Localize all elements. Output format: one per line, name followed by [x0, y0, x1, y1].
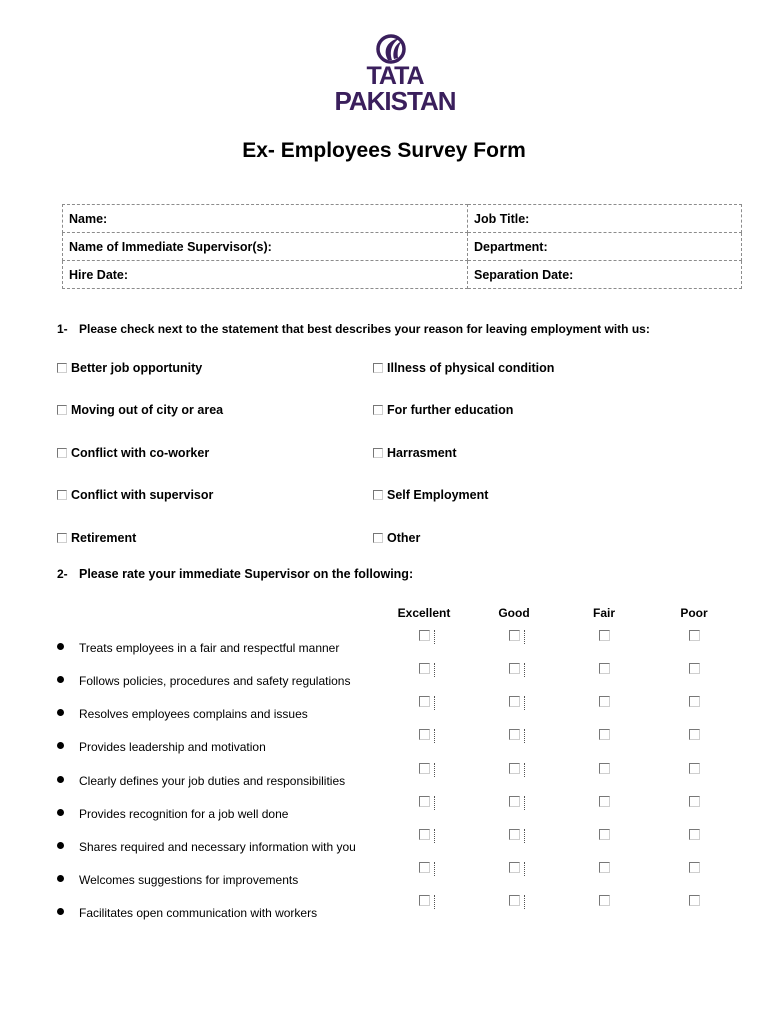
- dotted-mark-icon: [434, 796, 438, 810]
- logo-line1: TATA: [366, 62, 424, 90]
- dotted-mark-icon: [434, 663, 438, 677]
- question-1-text: Please check next to the statement that best describes your reason for leaving employment with us:: [79, 322, 650, 336]
- checkbox-icon[interactable]: [373, 405, 383, 415]
- rating-checkbox-icon[interactable]: [599, 630, 610, 641]
- table-row: [63, 261, 742, 289]
- rating-checkbox-icon[interactable]: [599, 763, 610, 774]
- rating-checkbox-icon[interactable]: [689, 729, 700, 740]
- rating-checkbox-icon[interactable]: [419, 663, 430, 674]
- rating-checkbox-icon[interactable]: [689, 829, 700, 840]
- reason-option-label: Illness of physical condition: [387, 361, 555, 375]
- dotted-mark-icon: [524, 895, 528, 909]
- checkbox-icon[interactable]: [57, 533, 67, 543]
- rating-statement: Facilitates open communication with workers: [79, 906, 318, 920]
- reason-option[interactable]: [57, 360, 202, 376]
- reason-option[interactable]: [57, 530, 136, 546]
- question-1: [57, 322, 650, 336]
- rating-row: [0, 839, 768, 859]
- reason-option[interactable]: [57, 402, 223, 418]
- question-2: [57, 567, 413, 581]
- rating-checkbox-icon[interactable]: [509, 663, 520, 674]
- rating-row: [0, 706, 768, 726]
- name-field[interactable]: Name:: [63, 205, 468, 233]
- reason-option-label: Harrasment: [387, 446, 457, 460]
- rating-statement: Provides recognition for a job well done: [79, 807, 289, 821]
- column-header-fair: Fair: [592, 606, 615, 620]
- rating-checkbox-icon[interactable]: [509, 696, 520, 707]
- rating-row: [0, 905, 768, 925]
- rating-statement: Provides leadership and motivation: [79, 740, 266, 754]
- rating-checkbox-icon[interactable]: [599, 729, 610, 740]
- rating-checkbox-icon[interactable]: [419, 862, 430, 873]
- reason-option-label: Retirement: [71, 531, 137, 545]
- dotted-mark-icon: [524, 763, 528, 777]
- dotted-mark-icon: [524, 729, 528, 743]
- rating-checkbox-icon[interactable]: [599, 862, 610, 873]
- rating-checkbox-icon[interactable]: [509, 796, 520, 807]
- rating-row: [0, 773, 768, 793]
- dotted-mark-icon: [524, 862, 528, 876]
- rating-statement: Shares required and necessary information with you: [79, 840, 356, 854]
- bullet-icon: [57, 643, 64, 650]
- dotted-mark-icon: [434, 763, 438, 777]
- reason-option-label: Conflict with co-worker: [71, 446, 210, 460]
- dotted-mark-icon: [524, 630, 528, 644]
- rating-checkbox-icon[interactable]: [509, 829, 520, 840]
- reason-option-label: For further education: [387, 403, 514, 417]
- dotted-mark-icon: [524, 796, 528, 810]
- reason-option[interactable]: [57, 445, 209, 461]
- bullet-icon: [57, 676, 64, 683]
- bullet-icon: [57, 842, 64, 849]
- checkbox-icon[interactable]: [373, 490, 383, 500]
- rating-checkbox-icon[interactable]: [419, 729, 430, 740]
- checkbox-icon[interactable]: [373, 363, 383, 373]
- rating-checkbox-icon[interactable]: [419, 796, 430, 807]
- employee-info-table: [62, 204, 742, 289]
- rating-row: [0, 673, 768, 693]
- logo-line2: PAKISTAN: [334, 86, 456, 116]
- rating-row: [0, 640, 768, 660]
- question-2-number: 2-: [57, 567, 68, 581]
- rating-checkbox-icon[interactable]: [509, 895, 520, 906]
- dotted-mark-icon: [434, 862, 438, 876]
- rating-checkbox-icon[interactable]: [509, 729, 520, 740]
- rating-statement: Resolves employees complains and issues: [79, 707, 308, 721]
- dotted-mark-icon: [434, 829, 438, 843]
- dotted-mark-icon: [434, 895, 438, 909]
- logo-emblem-icon: [322, 32, 468, 66]
- rating-checkbox-icon[interactable]: [689, 630, 700, 641]
- table-row: [63, 205, 742, 233]
- rating-checkbox-icon[interactable]: [689, 663, 700, 674]
- question-1-number: 1-: [57, 322, 68, 336]
- reason-option[interactable]: [373, 487, 488, 503]
- separation-date-field[interactable]: Separation Date:: [468, 261, 742, 289]
- reason-option[interactable]: [373, 530, 420, 546]
- department-field[interactable]: Department:: [468, 233, 742, 261]
- checkbox-icon[interactable]: [57, 448, 67, 458]
- reason-option-label: Moving out of city or area: [71, 403, 224, 417]
- dotted-mark-icon: [434, 630, 438, 644]
- rating-checkbox-icon[interactable]: [599, 796, 610, 807]
- reason-option[interactable]: [373, 360, 554, 376]
- dotted-mark-icon: [524, 829, 528, 843]
- reason-option[interactable]: [57, 487, 213, 503]
- reason-option[interactable]: [373, 445, 456, 461]
- job-title-field[interactable]: Job Title:: [468, 205, 742, 233]
- rating-checkbox-icon[interactable]: [599, 829, 610, 840]
- bullet-icon: [57, 776, 64, 783]
- rating-checkbox-icon[interactable]: [599, 895, 610, 906]
- rating-checkbox-icon[interactable]: [509, 630, 520, 641]
- rating-statement: Welcomes suggestions for improvements: [79, 873, 299, 887]
- page-title: Ex- Employees Survey Form: [242, 139, 526, 162]
- bullet-icon: [57, 709, 64, 716]
- bullet-icon: [57, 875, 64, 882]
- rating-row: [0, 872, 768, 892]
- column-header-excellent: Excellent: [397, 606, 451, 620]
- rating-checkbox-icon[interactable]: [689, 763, 700, 774]
- dotted-mark-icon: [434, 729, 438, 743]
- column-header-poor: Poor: [680, 606, 708, 620]
- reason-option-label: Better job opportunity: [71, 361, 203, 375]
- rating-checkbox-icon[interactable]: [419, 895, 430, 906]
- rating-checkbox-icon[interactable]: [599, 663, 610, 674]
- rating-checkbox-icon[interactable]: [419, 829, 430, 840]
- dotted-mark-icon: [434, 696, 438, 710]
- rating-checkbox-icon[interactable]: [419, 763, 430, 774]
- rating-checkbox-icon[interactable]: [689, 862, 700, 873]
- question-2-text: Please rate your immediate Supervisor on the following:: [79, 567, 414, 581]
- rating-checkbox-icon[interactable]: [419, 630, 430, 641]
- rating-checkbox-icon[interactable]: [509, 862, 520, 873]
- column-header-good: Good: [498, 606, 530, 620]
- checkbox-icon[interactable]: [57, 405, 67, 415]
- rating-checkbox-icon[interactable]: [419, 696, 430, 707]
- reason-option-label: Self Employment: [387, 488, 489, 502]
- rating-checkbox-icon[interactable]: [689, 796, 700, 807]
- hire-date-field[interactable]: Hire Date:: [63, 261, 468, 289]
- checkbox-icon[interactable]: [57, 490, 67, 500]
- table-row: [63, 233, 742, 261]
- rating-checkbox-icon[interactable]: [689, 696, 700, 707]
- dotted-mark-icon: [524, 696, 528, 710]
- rating-checkbox-icon[interactable]: [689, 895, 700, 906]
- rating-row: [0, 806, 768, 826]
- checkbox-icon[interactable]: [373, 448, 383, 458]
- reason-option-label: Other: [387, 531, 421, 545]
- rating-checkbox-icon[interactable]: [599, 696, 610, 707]
- bullet-icon: [57, 742, 64, 749]
- rating-checkbox-icon[interactable]: [509, 763, 520, 774]
- bullet-icon: [57, 908, 64, 915]
- reason-option-label: Conflict with supervisor: [71, 488, 214, 502]
- tata-pakistan-logo: [322, 32, 468, 118]
- bullet-icon: [57, 809, 64, 816]
- rating-row: [0, 739, 768, 759]
- rating-statement: Follows policies, procedures and safety regulations: [79, 674, 351, 688]
- supervisor-field[interactable]: Name of Immediate Supervisor(s):: [63, 233, 468, 261]
- checkbox-icon[interactable]: [57, 363, 67, 373]
- rating-statement: Treats employees in a fair and respectful manner: [79, 641, 340, 655]
- dotted-mark-icon: [524, 663, 528, 677]
- reason-option[interactable]: [373, 402, 513, 418]
- checkbox-icon[interactable]: [373, 533, 383, 543]
- rating-statement: Clearly defines your job duties and responsibilities: [79, 774, 346, 788]
